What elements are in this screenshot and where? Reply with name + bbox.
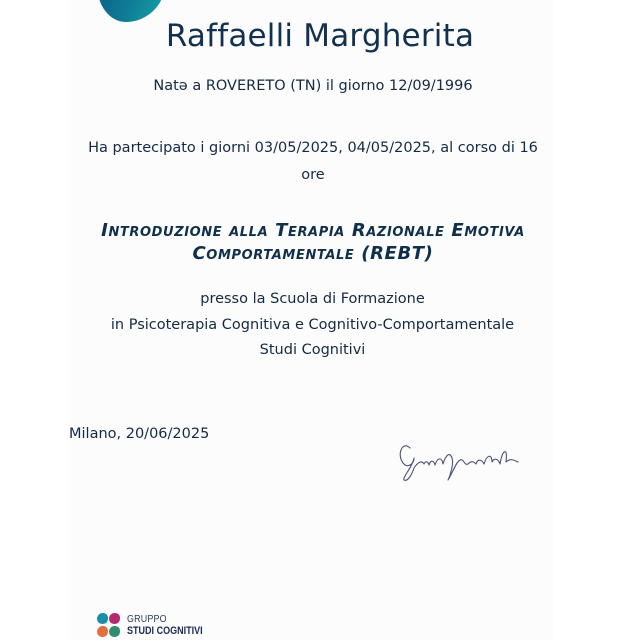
school-line-1: presso la Scuola di Formazione — [200, 291, 425, 307]
logo-dot-orange — [97, 626, 108, 637]
school-line-3: Studi Cognitivi — [259, 342, 366, 358]
logo-line-2: STUDI COGNITIVI — [127, 625, 203, 637]
logo-dot-teal — [97, 613, 108, 624]
course-title: Introduzione alla Terapia Razionale Emotiva Comportamentale (REBT) — [101, 220, 525, 264]
school-line-2: in Psicoterapia Cognitiva e Cognitivo-Comportamentale — [110, 316, 515, 333]
participation-info: Ha partecipato i giorni 03/05/2025, 04/05/2025, al corso di 16 ore — [88, 140, 538, 183]
signature-icon — [392, 434, 527, 484]
recipient-name: Raffaelli Margherita — [165, 18, 475, 54]
birth-info: Natə a ROVERETO (TN) il giorno 12/09/1996 — [153, 78, 473, 94]
logo-dot-magenta — [109, 613, 120, 624]
logo-dot-green — [109, 626, 120, 637]
logo-line-1: GRUPPO — [127, 613, 167, 625]
gruppo-studi-cognitivi-logo — [97, 612, 219, 638]
place-and-date: Milano, 20/06/2025 — [69, 426, 210, 442]
school-info — [60, 287, 565, 364]
logo-dots-icon — [97, 613, 121, 638]
logo-text — [127, 613, 219, 637]
